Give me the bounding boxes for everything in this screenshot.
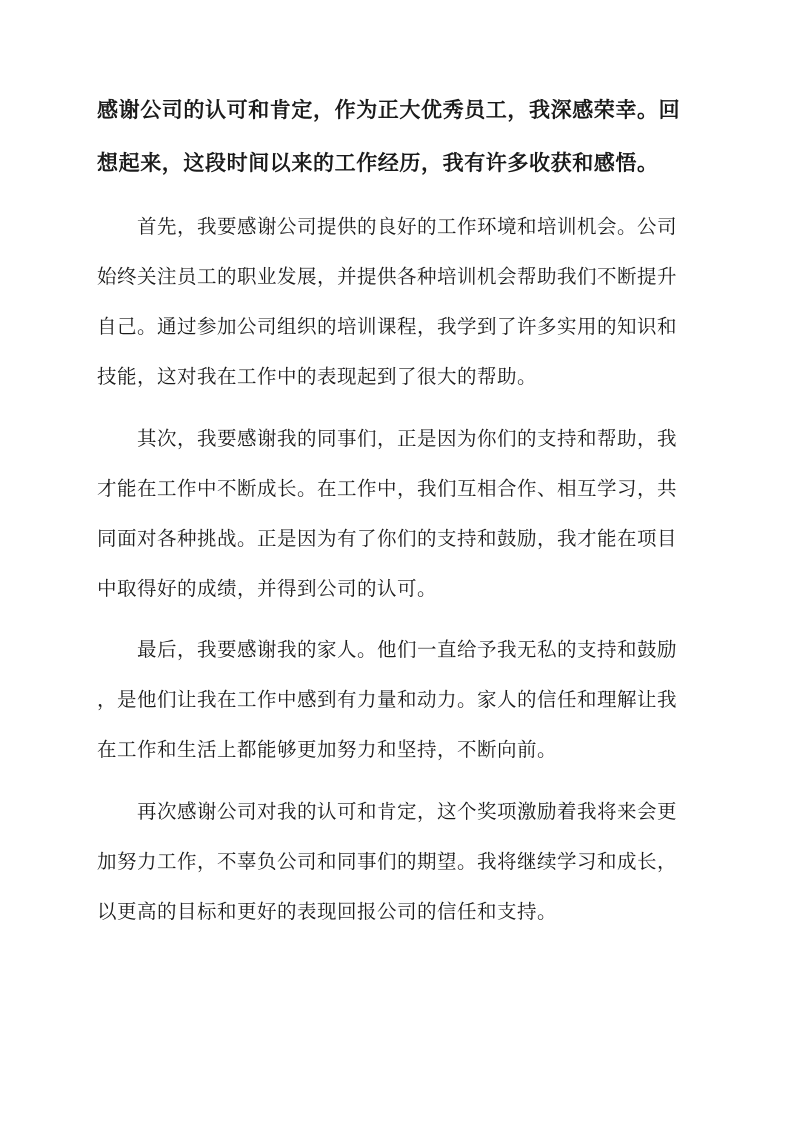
paragraph-1-line-4: 技能，这对我在工作中的表现起到了很大的帮助。 [97, 365, 538, 388]
intro-line-2: 想起来，这段时间以来的工作经历，我有许多收获和感悟。 [97, 150, 659, 175]
intro-line-1: 感谢公司的认可和肯定，作为正大优秀员工，我深感荣幸。回 [97, 97, 681, 122]
paragraph-4-line-2: 加努力工作，不辜负公司和同事们的期望。我将继续学习和成长， [97, 850, 678, 873]
paragraph-2-line-1: 其次，我要感谢我的同事们，正是因为你们的支持和帮助，我 [137, 427, 678, 450]
paragraph-3-line-3: 在工作和生活上都能够更加努力和坚持，不断向前。 [97, 738, 558, 761]
paragraph-2-line-4: 中取得好的成绩，并得到公司的认可。 [97, 577, 438, 600]
paragraph-4-line-3: 以更高的目标和更好的表现回报公司的信任和支持。 [97, 900, 558, 923]
paragraph-1-line-2: 始终关注员工的职业发展，并提供各种培训机会帮助我们不断提升 [97, 265, 678, 288]
paragraph-3-line-1: 最后，我要感谢我的家人。他们一直给予我无私的支持和鼓励 [137, 638, 678, 661]
paragraph-3-line-2: ，是他们让我在工作中感到有力量和动力。家人的信任和理解让我 [97, 688, 678, 711]
paragraph-2-line-2: 才能在工作中不断成长。在工作中，我们互相合作、相互学习，共 [97, 477, 678, 500]
paragraph-2-line-3: 同面对各种挑战。正是因为有了你们的支持和鼓励，我才能在项目 [97, 527, 678, 550]
paragraph-1-line-3: 自己。通过参加公司组织的培训课程，我学到了许多实用的知识和 [97, 315, 678, 338]
paragraph-4-line-1: 再次感谢公司对我的认可和肯定，这个奖项激励着我将来会更 [137, 800, 678, 823]
paragraph-1-line-1: 首先，我要感谢公司提供的良好的工作环境和培训机会。公司 [137, 215, 678, 238]
